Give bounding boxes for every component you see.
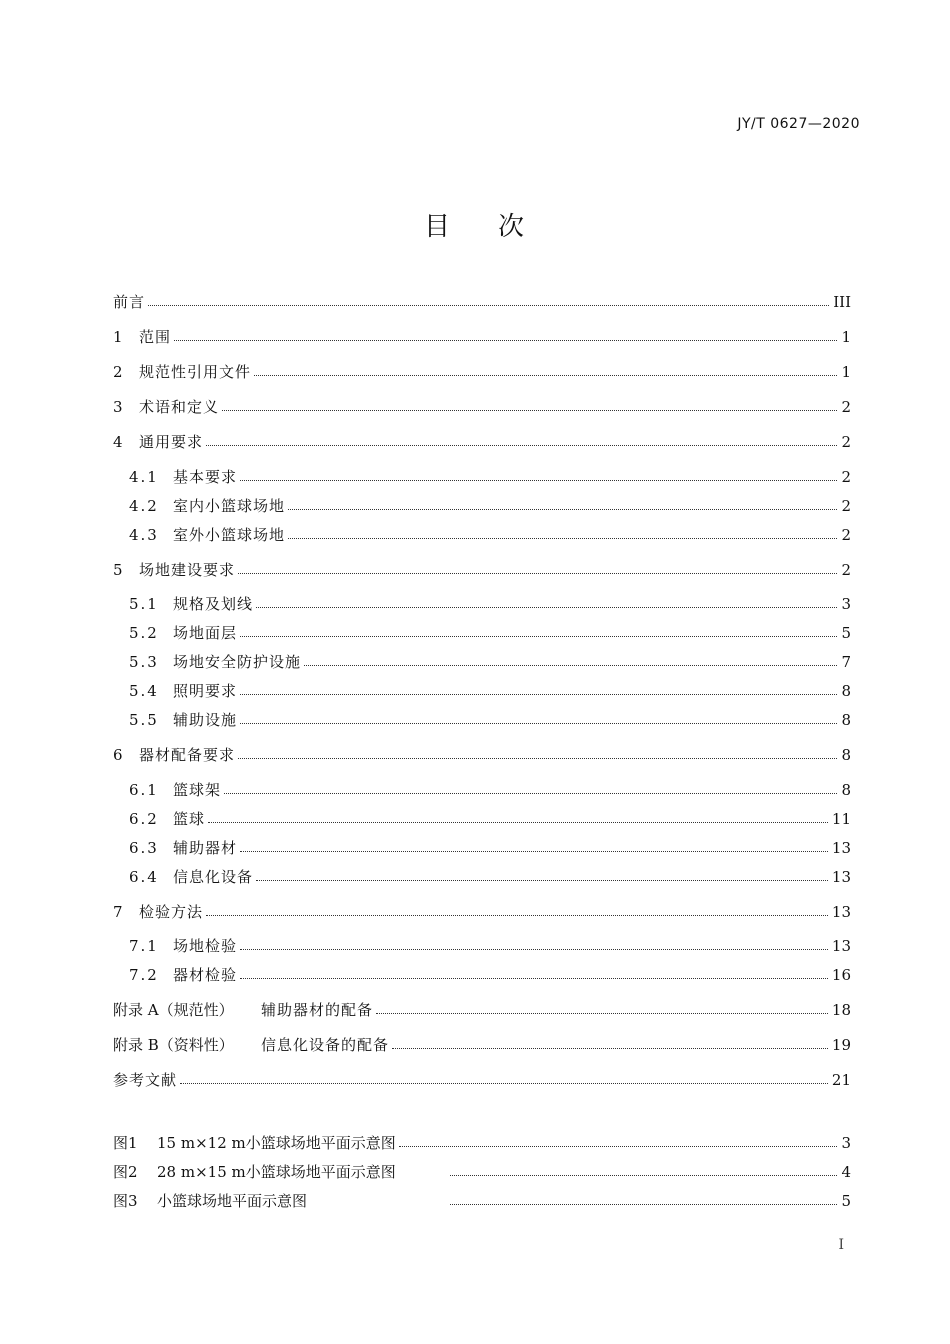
toc-entry-number: 7.1	[129, 937, 159, 955]
toc-entry-page: III	[830, 292, 851, 312]
toc-entry-page: 13	[829, 936, 851, 956]
toc-entry[interactable]	[0, 496, 950, 516]
toc-entry-page: 1	[838, 362, 851, 382]
toc-entry-title: 场地面层	[173, 624, 238, 642]
toc-entry-page: 5	[838, 1191, 851, 1211]
toc-entry[interactable]	[0, 467, 950, 487]
toc-leader-dots	[206, 915, 828, 916]
toc-entry-number: 6.4	[129, 868, 159, 886]
toc-entry-number: 5.3	[129, 653, 159, 671]
toc-entry[interactable]	[0, 936, 950, 956]
page-number: I	[838, 1237, 844, 1253]
title-right-char: 次	[498, 212, 527, 242]
toc-leader-dots	[240, 723, 837, 724]
toc-leader-dots	[240, 851, 828, 852]
toc-entry[interactable]	[0, 809, 950, 829]
toc-entry-number: 4.2	[129, 497, 159, 515]
toc-leader-dots	[256, 607, 837, 608]
toc-entry[interactable]	[0, 1162, 950, 1182]
toc-entry[interactable]	[0, 902, 950, 922]
toc-entry-number: 5.4	[129, 682, 159, 700]
toc-entry-number: 6.2	[129, 810, 159, 828]
toc-entry-title: 信息化设备	[173, 868, 254, 886]
toc-entry-page: 2	[838, 525, 851, 545]
toc-entry[interactable]	[0, 780, 950, 800]
toc-entry-page: 13	[829, 902, 851, 922]
toc-leader-dots	[399, 1146, 838, 1147]
toc-leader-dots	[392, 1048, 828, 1049]
toc-entry-page: 8	[838, 710, 851, 730]
toc-entry-page: 13	[829, 867, 851, 887]
toc-entry[interactable]	[0, 623, 950, 643]
toc-entry-title: 篮球	[173, 810, 206, 828]
toc-entry-page: 1	[838, 327, 851, 347]
toc-leader-dots	[180, 1083, 828, 1084]
toc-entry-title: 照明要求	[173, 682, 238, 700]
toc-entry-title: 范围	[139, 328, 172, 346]
toc-entry-page: 4	[838, 1162, 851, 1182]
toc-entry-page: 2	[838, 467, 851, 487]
toc-entry-title: 场地建设要求	[139, 561, 236, 579]
toc-entry-title: 基本要求	[173, 468, 238, 486]
toc-entry-title: 室外小篮球场地	[173, 526, 286, 544]
toc-entry-title: 辅助设施	[173, 711, 238, 729]
toc-entry-title: 篮球架	[173, 781, 222, 799]
toc-leader-dots	[240, 949, 828, 950]
toc-entry-title: 器材检验	[173, 966, 238, 984]
toc-entry-page: 18	[829, 1000, 851, 1020]
toc-entry-page: 21	[829, 1070, 851, 1090]
toc-entry-number: 7	[113, 903, 123, 921]
toc-entry-number: 5	[113, 561, 123, 579]
toc-entry[interactable]	[0, 1133, 950, 1153]
toc-entry[interactable]	[0, 1000, 950, 1020]
toc-entry-number: 7.2	[129, 966, 159, 984]
toc-entry-page: 8	[838, 745, 851, 765]
toc-entry[interactable]	[0, 292, 950, 312]
toc-entry-title: 检验方法	[139, 903, 204, 921]
toc-leader-dots	[224, 793, 837, 794]
toc-entry-number: 2	[113, 363, 123, 381]
toc-entry-title: 前言	[113, 293, 146, 311]
toc-entry-title: 场地安全防护设施	[173, 653, 302, 671]
toc-entry[interactable]	[0, 1191, 950, 1211]
standard-code: JY/T 0627—2020	[737, 116, 860, 132]
toc-entry-number: 图2	[113, 1163, 138, 1181]
toc-entry-title: 辅助器材	[173, 839, 238, 857]
toc-entry-title: 通用要求	[139, 433, 204, 451]
toc-entry-number: 5.1	[129, 595, 159, 613]
toc-entry-title: 15 m×12 m小篮球场地平面示意图	[157, 1134, 396, 1152]
toc-entry[interactable]	[0, 745, 950, 765]
toc-entry-number: 3	[113, 398, 123, 416]
toc-leader-dots	[240, 480, 837, 481]
toc-entry-number: 1	[113, 328, 123, 346]
toc-leader-dots	[238, 758, 837, 759]
toc-entry[interactable]	[0, 652, 950, 672]
toc-entry-number: 5.2	[129, 624, 159, 642]
page-title	[0, 206, 950, 243]
toc-entry-number: 图1	[113, 1134, 138, 1152]
toc-leader-dots	[240, 636, 837, 637]
toc-entry-title: 术语和定义	[139, 398, 220, 416]
toc-entry-title: 辅助器材的配备	[261, 1001, 374, 1019]
toc-leader-dots	[222, 410, 837, 411]
toc-entry-page: 13	[829, 838, 851, 858]
toc-entry-page: 16	[829, 965, 851, 985]
toc-entry-page: 19	[829, 1035, 851, 1055]
toc-entry-number: 5.5	[129, 711, 159, 729]
toc-entry[interactable]	[0, 1035, 950, 1055]
toc-entry-page: 11	[829, 809, 851, 829]
toc-entry-number: 6	[113, 746, 123, 764]
toc-entry-page: 2	[838, 432, 851, 452]
toc-leader-dots	[450, 1175, 837, 1176]
toc-entry-number: 6.3	[129, 839, 159, 857]
toc-entry[interactable]	[0, 838, 950, 858]
toc-leader-dots	[238, 573, 837, 574]
toc-leader-dots	[256, 880, 828, 881]
toc-entry-page: 5	[838, 623, 851, 643]
toc-entry-title: 场地检验	[173, 937, 238, 955]
toc-entry-title: 小篮球场地平面示意图	[157, 1192, 308, 1210]
toc-entry-number: 4.3	[129, 526, 159, 544]
toc-entry-title: 信息化设备的配备	[261, 1036, 390, 1054]
toc-entry[interactable]	[0, 681, 950, 701]
toc-leader-dots	[288, 538, 837, 539]
toc-entry-number: 附录 B（资料性）	[113, 1036, 234, 1054]
toc-entry-page: 2	[838, 496, 851, 516]
toc-entry[interactable]	[0, 710, 950, 730]
toc-entry[interactable]	[0, 560, 950, 580]
toc-entry-number: 4.1	[129, 468, 159, 486]
toc-entry[interactable]	[0, 594, 950, 614]
toc-entry[interactable]	[0, 867, 950, 887]
toc-entry[interactable]	[0, 965, 950, 985]
toc-leader-dots	[450, 1204, 837, 1205]
toc-entry[interactable]	[0, 1070, 950, 1090]
toc-entry-number: 图3	[113, 1192, 138, 1210]
toc-entry-number: 4	[113, 433, 123, 451]
toc-entry[interactable]	[0, 362, 950, 382]
toc-leader-dots	[376, 1013, 828, 1014]
toc-entry-page: 8	[838, 681, 851, 701]
toc-entry-title: 参考文献	[113, 1071, 178, 1089]
toc-leader-dots	[208, 822, 828, 823]
toc-entry-title: 规范性引用文件	[139, 363, 252, 381]
toc-entry-page: 3	[838, 1133, 851, 1153]
toc-entry-page: 7	[838, 652, 851, 672]
toc-entry[interactable]	[0, 525, 950, 545]
toc-leader-dots	[304, 665, 837, 666]
toc-entry-number: 6.1	[129, 781, 159, 799]
toc-entry[interactable]	[0, 397, 950, 417]
toc-leader-dots	[148, 305, 829, 306]
toc-entry[interactable]	[0, 432, 950, 452]
toc-entry-page: 2	[838, 560, 851, 580]
toc-leader-dots	[240, 694, 837, 695]
toc-entry[interactable]	[0, 327, 950, 347]
title-left-char: 目	[423, 212, 452, 242]
toc-entry-page: 3	[838, 594, 851, 614]
toc-leader-dots	[288, 509, 837, 510]
toc-entry-title: 室内小篮球场地	[173, 497, 286, 515]
toc-leader-dots	[254, 375, 837, 376]
toc-leader-dots	[240, 978, 828, 979]
toc-entry-title: 规格及划线	[173, 595, 254, 613]
toc-leader-dots	[174, 340, 837, 341]
toc-entry-page: 8	[838, 780, 851, 800]
toc-entry-title: 器材配备要求	[139, 746, 236, 764]
toc-entry-title: 28 m×15 m小篮球场地平面示意图	[157, 1163, 396, 1181]
toc-entry-number: 附录 A（规范性）	[113, 1001, 234, 1019]
toc-entry-page: 2	[838, 397, 851, 417]
toc-leader-dots	[206, 445, 837, 446]
